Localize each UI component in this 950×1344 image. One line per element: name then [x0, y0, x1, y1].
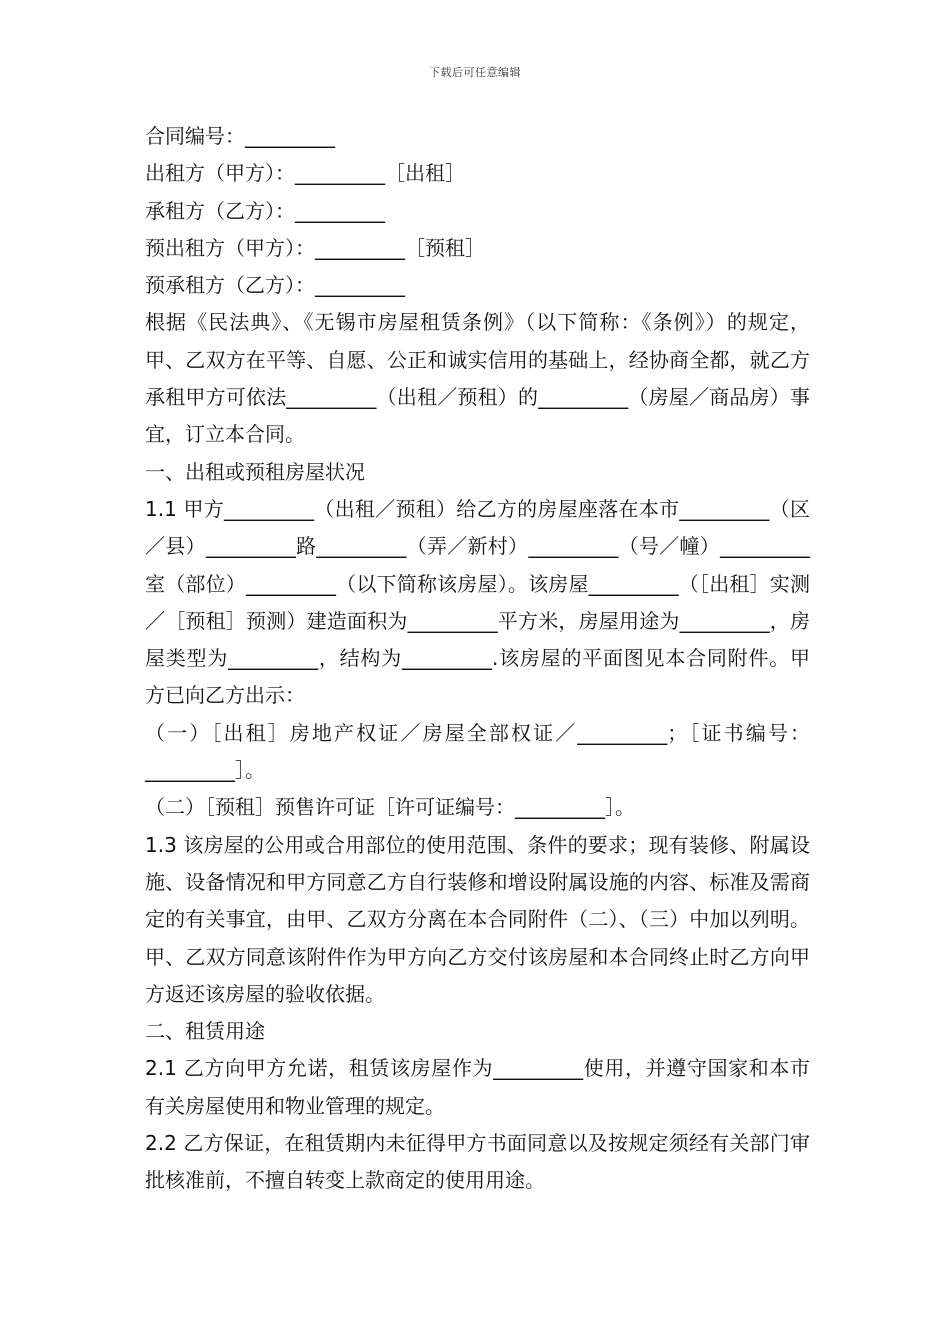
pre-lessor-line: 预出租方（甲方）：_________［预租］: [145, 235, 485, 260]
page-header: 下载后可任意编辑: [429, 66, 521, 79]
clause-1-1-item-2: （二）［预租］预售许可证［许可证编号：_________］。: [145, 795, 635, 820]
clause-1-1-item-1: （一）［出租］房地产权证／房屋全部权证／_________；［证书编号：_________］。: [145, 720, 810, 783]
preamble-paragraph: 根据《民法典》、《无锡市房屋租赁条例》（以下简称：《条例》）的规定，甲、乙双方在平等、自愿、公正和诚实信用的基础上，经协商全都，就乙方承租甲方可依法_________（出租／预租）的_________（房屋／商品房）事宜，订立本合同。: [145, 310, 810, 447]
lessee-line: 承租方（乙方）：_________: [145, 198, 385, 223]
clause-2-1: 2.1 乙方向甲方允诺，租赁该房屋作为_________使用，并遵守国家和本市有关房屋使用和物业管理的规定。: [145, 1056, 810, 1118]
clause-1-1: 1.1 甲方_________（出租／预租）给乙方的房屋座落在本市_________（区／县）_________路_________（弄／新村）_________（号／幢）_________室（部位）_________（以下简称该房屋）。该房屋_________（［出租］实测／［预租］预测）建造面积为_________平方米，房屋用途为_________，房屋类型为_________，结构为_________.该房屋的平面图见本合同附件。甲方已向乙方出示：: [145, 496, 810, 708]
contract-number-line: 合同编号：_________: [145, 124, 335, 148]
pre-lessee-line: 预承租方（乙方）：_________: [145, 273, 405, 298]
clause-1-3: 1.3 该房屋的公用或合用部位的使用范围、条件的要求；现有装修、附属设施、设备情况和甲方同意乙方自行装修和增设附属设施的内容、标准及需商定的有关事宜，由甲、乙双方分离在本合同附件（二）、（三）中加以列明。甲、乙双方同意该附件作为甲方向乙方交付该房屋和本合同终止时乙方向甲方返还该房屋的验收依据。: [145, 832, 810, 1006]
clause-2-2: 2.2 乙方保证，在租赁期内未征得甲方书面同意以及按规定须经有关部门审批核准前，不擅自转变上款商定的使用用途。: [145, 1131, 810, 1193]
lessor-line: 出租方（甲方）：_________［出租］: [145, 161, 465, 186]
section-1-heading: 一、出租或预租房屋状况: [145, 459, 365, 484]
contract-body: [145, 118, 810, 1200]
section-2-heading: 二、租赁用途: [145, 1019, 265, 1044]
